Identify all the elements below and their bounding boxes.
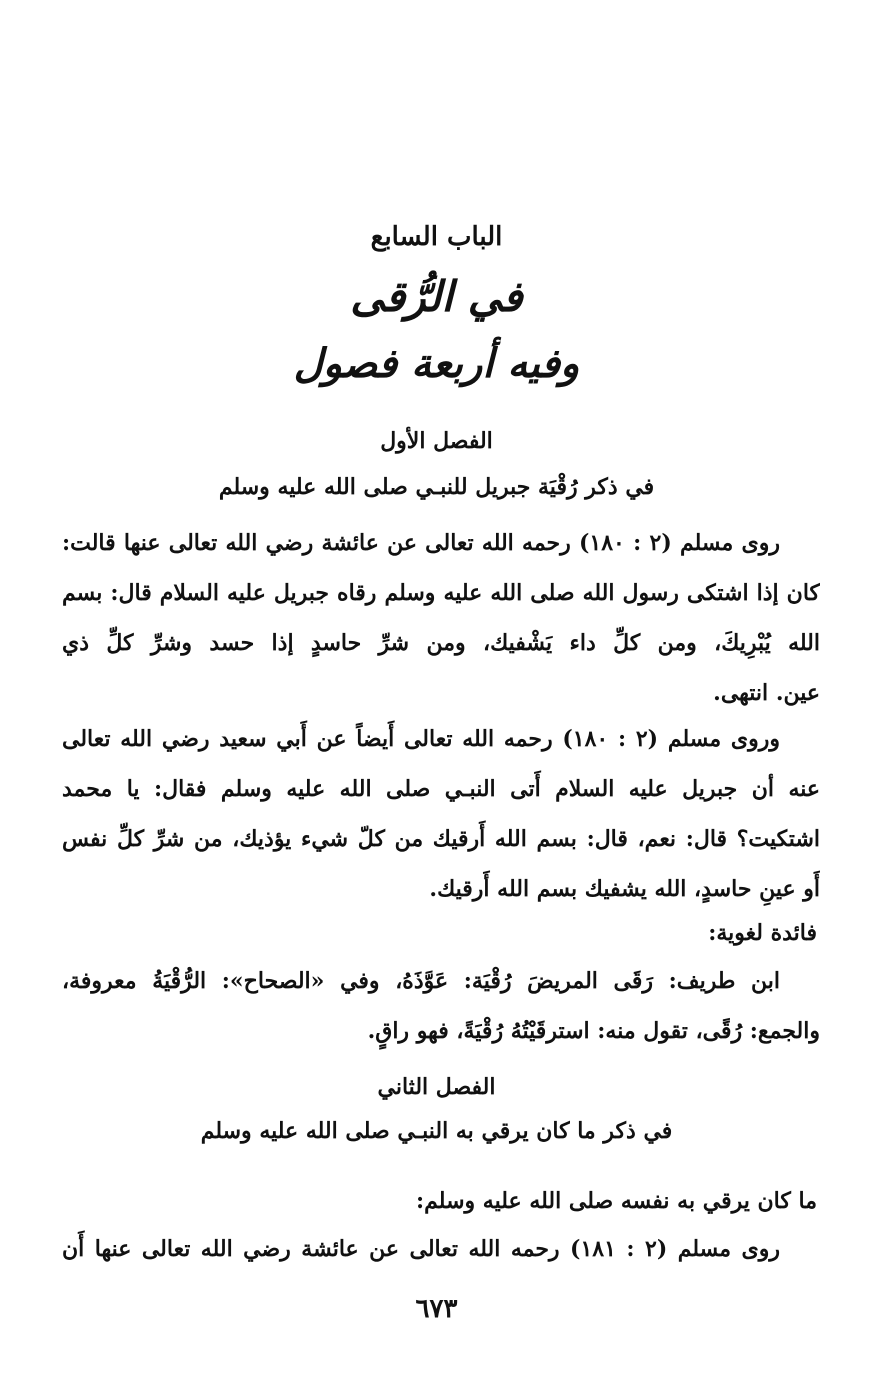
page-number: ٦٧٣ — [415, 1294, 458, 1324]
chapter-label: الباب السابع — [370, 222, 503, 252]
paragraph-2-line: أَو عينِ حاسدٍ، الله يشفيك بسم الله أَرقيك. — [429, 876, 820, 902]
paragraph-1 — [62, 518, 820, 718]
paragraph-2-line: اشتكيت؟ قال: نعم، قال: بسم الله أَرقيك من كلّ شيء يؤذيك، من شرِّ كلِّ نفس — [62, 826, 820, 852]
paragraph-3 — [62, 1224, 820, 1274]
chapter-title: في الرُّقى — [350, 272, 523, 321]
section-1-subtitle: في ذكر رُقْيَة جبريل للنبـي صلى الله عليه وسلم — [218, 474, 655, 500]
chapter-subtitle: وفيه أربعة فصول — [293, 340, 580, 387]
paragraph-2-line: وروى مسلم (٢ : ١٨٠) رحمه الله تعالى أَيضاً عن أَبي سعيد رضي الله تعالى — [62, 726, 780, 752]
lexical-note-line: ابن طريف: رَقَى المريضَ رُقْيَة: عَوَّذَهُ، وفي «الصحاح»: الرُّقْيَةُ معروفة، — [62, 968, 780, 994]
subheading: ما كان يرقي به نفسه صلى الله عليه وسلم: — [416, 1188, 817, 1214]
lexical-note — [62, 956, 820, 1056]
section-2-subtitle: في ذكر ما كان يرقي به النبـي صلى الله عليه وسلم — [200, 1118, 673, 1144]
lexical-note-heading: فائدة لغوية: — [708, 920, 817, 946]
paragraph-1-line: عين. انتهى. — [713, 680, 820, 706]
paragraph-3-line: روى مسلم (٢ : ١٨١) رحمه الله تعالى عن عائشة رضي الله تعالى عنها أَن — [62, 1236, 780, 1262]
section-1-title: الفصل الأول — [380, 428, 493, 454]
paragraph-2 — [62, 714, 820, 914]
paragraph-1-line: الله يُبْرِيكَ، ومن كلِّ داء يَشْفيك، ومن شرِّ حاسدٍ إذا حسد وشرِّ كلِّ ذي — [62, 630, 820, 656]
paragraph-1-line: روى مسلم (٢ : ١٨٠) رحمه الله تعالى عن عائشة رضي الله تعالى عنها قالت: — [62, 530, 780, 556]
lexical-note-line: والجمع: رُقًى، تقول منه: استرقَيْتُهُ رُقْيَةً، فهو راقٍ. — [367, 1018, 820, 1044]
paragraph-1-line: كان إذا اشتكى رسول الله صلى الله عليه وسلم رقاه جبريل عليه السلام قال: بسم — [62, 580, 820, 606]
paragraph-2-line: عنه أن جبريل عليه السلام أَتى النبـي صلى الله عليه وسلم فقال: يا محمد — [62, 776, 820, 802]
section-2-title: الفصل الثاني — [377, 1074, 496, 1100]
